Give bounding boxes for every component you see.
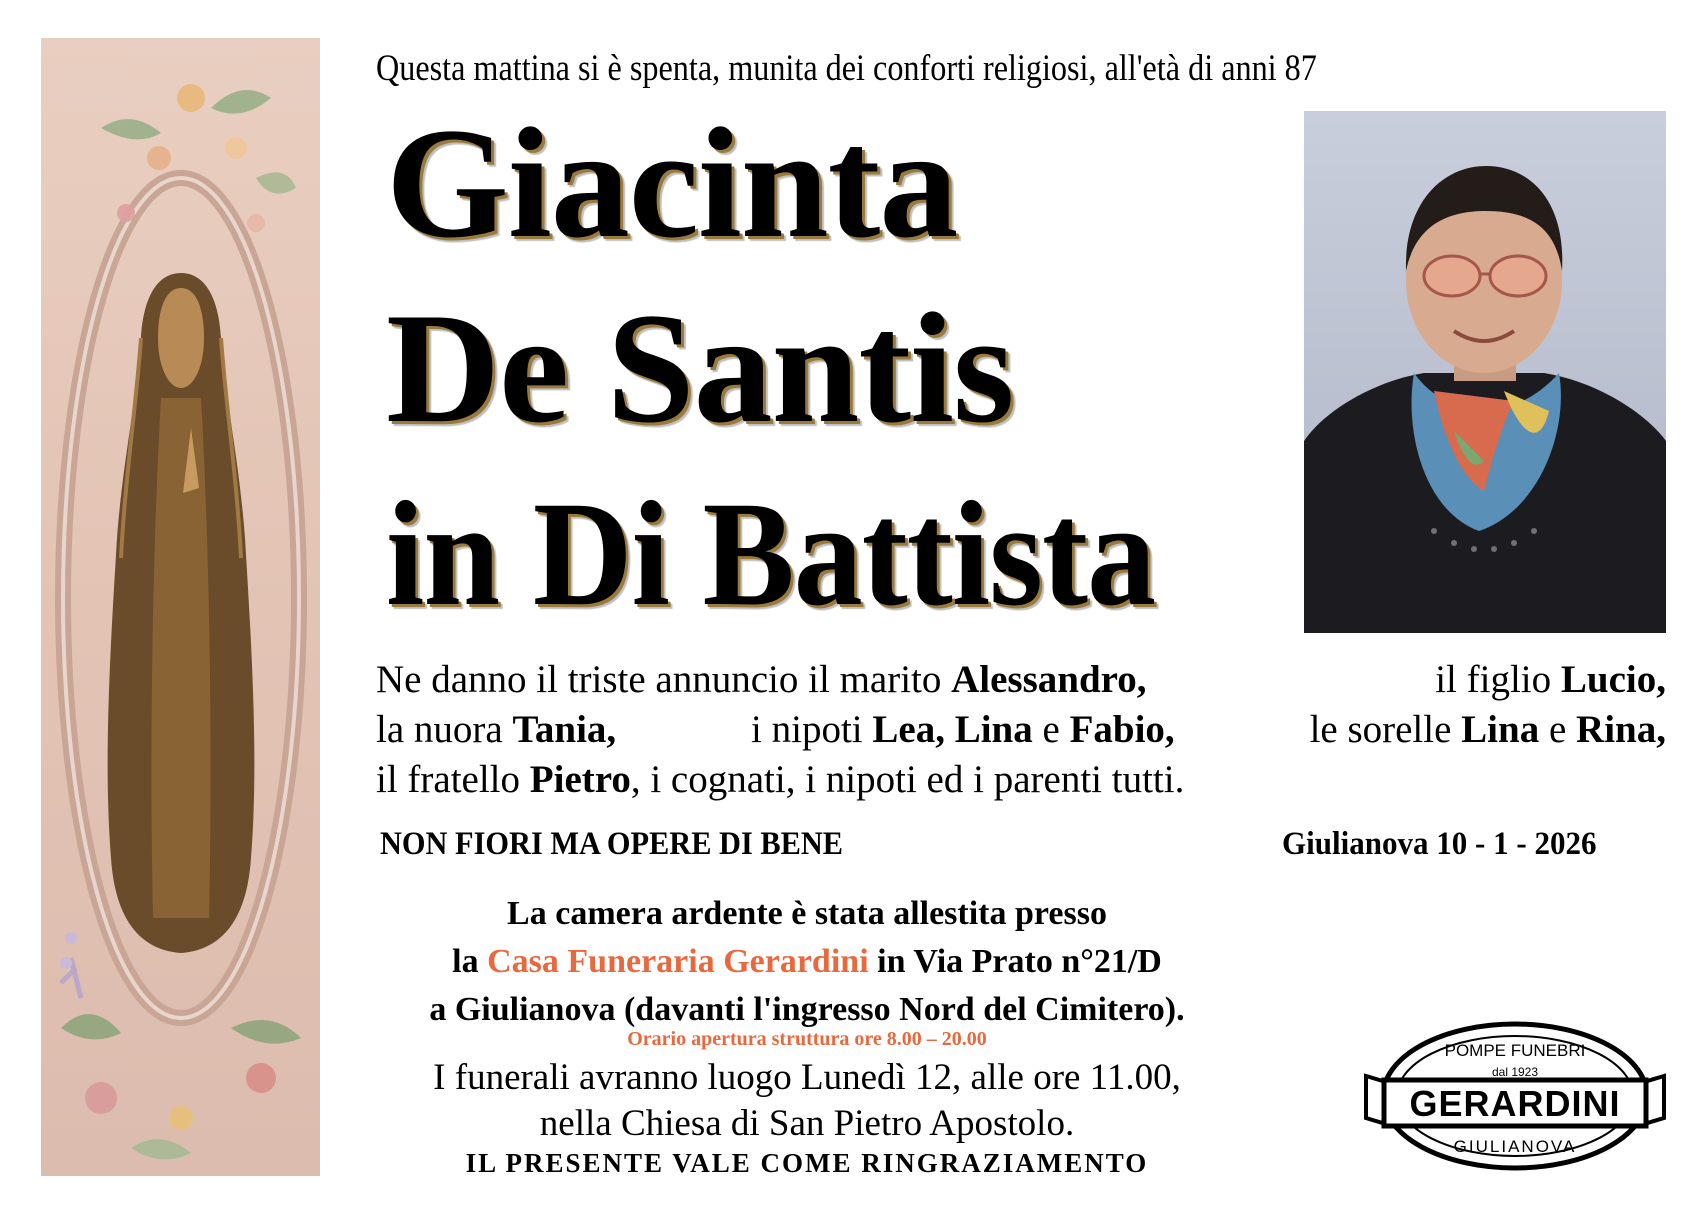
relative-name: Rina,	[1576, 708, 1666, 751]
deceased-first-name: Giacinta	[386, 96, 958, 271]
chapel-line-3: a Giulianova (davanti l'ingresso Nord del Cimitero).	[429, 991, 1185, 1028]
deceased-married-name: in Di Battista	[386, 471, 1156, 637]
announcement-text: , i cognati, i nipoti ed i parenti tutti.	[630, 758, 1185, 801]
announcement-row-1	[376, 655, 1666, 705]
announcement-text: il fratello	[376, 758, 530, 801]
thanks-notice: IL PRESENTE VALE COME RINGRAZIAMENTO	[465, 1148, 1149, 1178]
logo-brand-text: GERARDINI	[1409, 1083, 1621, 1124]
logo-bottom-text: GIULIANOVA	[1453, 1137, 1577, 1156]
relative-name: Tania,	[512, 708, 617, 751]
opening-hours: Orario apertura struttura ore 8.00 – 20.00	[627, 1028, 987, 1050]
chapel-line-1: La camera ardente è stata allestita presso	[507, 895, 1107, 932]
relative-name: Lea, Lina	[872, 708, 1033, 751]
relative-name: Lina	[1461, 708, 1540, 751]
announcement-text: le sorelle	[1309, 708, 1462, 751]
announcement-text: e	[1539, 708, 1577, 751]
funeral-home-name: Casa Funeraria Gerardini	[487, 943, 869, 980]
relative-name: Alessandro,	[951, 658, 1147, 701]
madonna-illustration	[41, 38, 320, 1176]
funeral-info	[330, 1055, 1284, 1147]
announcement-row-3	[376, 755, 1666, 805]
chapel-of-rest-info	[330, 890, 1284, 1034]
madonna-statue	[108, 273, 255, 953]
deceased-surname: De Santis	[386, 281, 1014, 456]
announcement-text: il figlio	[1435, 658, 1561, 701]
logo-top-text: POMPE FUNEBRI	[1444, 1041, 1586, 1060]
madonna-decorative-panel	[41, 38, 320, 1176]
announcement-text: la nuora	[376, 708, 513, 751]
announcement-text: i nipoti	[751, 708, 873, 751]
relative-name: Pietro	[529, 758, 631, 801]
flower-icon	[101, 84, 296, 232]
announcement-row-2	[376, 705, 1666, 755]
funeral-line-2: nella Chiesa di San Pietro Apostolo.	[539, 1103, 1075, 1144]
place-and-date: Giulianova 10 - 1 - 2026	[1282, 826, 1597, 862]
relative-name: Lucio,	[1560, 658, 1666, 701]
gerardini-logo	[1362, 1016, 1668, 1176]
relative-name: Fabio,	[1069, 708, 1175, 751]
no-flowers-notice: NON FIORI MA OPERE DI BENE	[380, 826, 844, 862]
flower-icon	[60, 932, 301, 1159]
intro-line: Questa mattina si è spenta, munita dei conforti religiosi, all'età di anni 87	[376, 48, 1317, 89]
chapel-line-2: la Casa Funeraria Gerardini in Via Prato n°21/D	[452, 943, 1162, 980]
portrait-illustration	[1304, 111, 1666, 633]
announcement-text: e	[1032, 708, 1070, 751]
logo-since-text: dal 1923	[1491, 1065, 1539, 1079]
funeral-line-1: I funerali avranno luogo Lunedì 12, alle ore 11.00,	[433, 1057, 1181, 1098]
portrait-photo	[1304, 111, 1666, 633]
announcement-text: Ne danno il triste annuncio il marito	[376, 658, 952, 701]
announcement-paragraph	[376, 655, 1666, 805]
